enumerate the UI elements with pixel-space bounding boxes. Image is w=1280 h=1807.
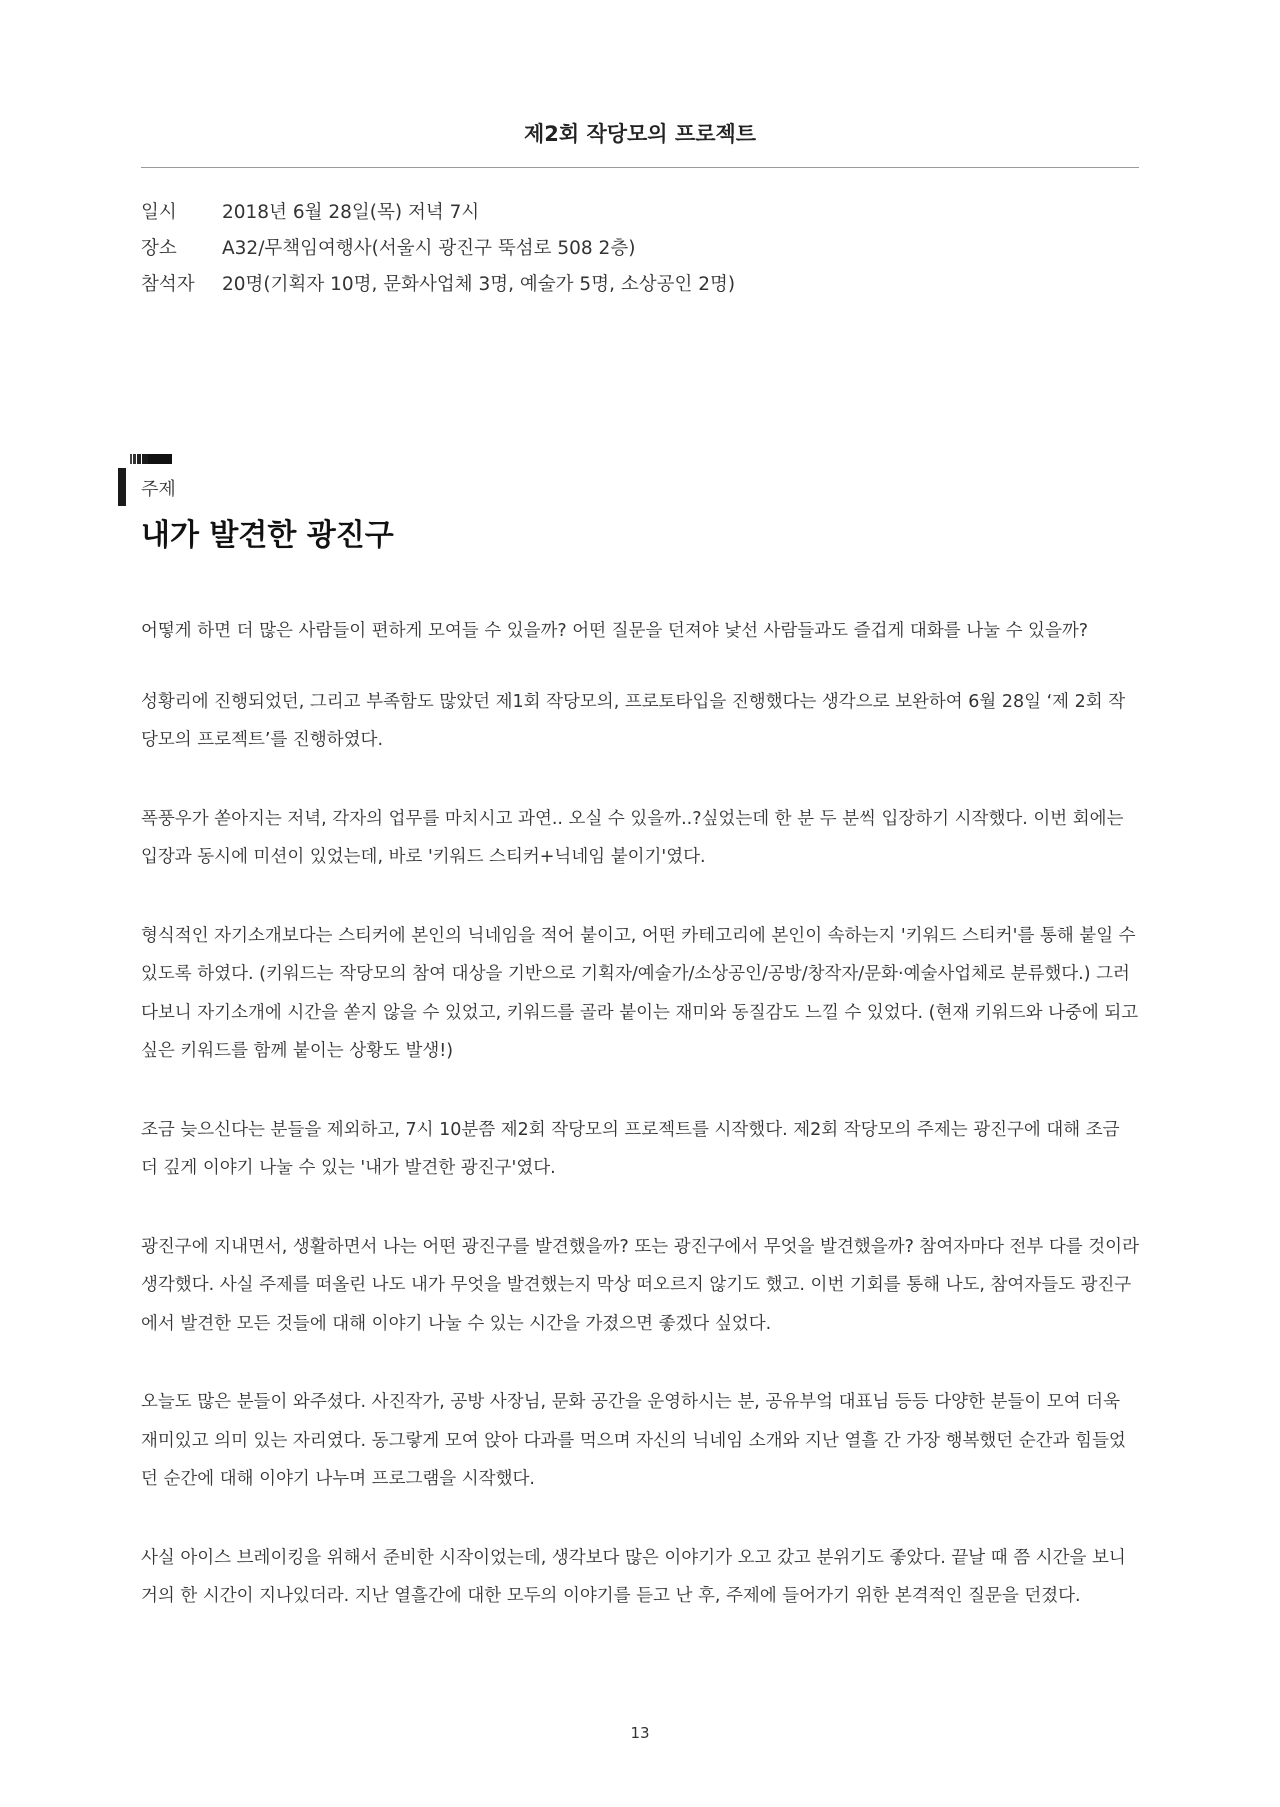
- paragraph: 오늘도 많은 분들이 와주셨다. 사진작가, 공방 사장님, 문화 공간을 운영하시는 분, 공유부엌 대표님 등등 다양한 분들이 모여 더욱 재미있고 의미 있는 자리였다. 동그랗게 모여 앉아 다과를 먹으며 자신의 닉네임 소개와 지난 열흘 간 가장 행복했던 순간과 힘들었던 순간에 대해 이야기 나누며 프로그램을 시작했다.: [141, 1392, 1126, 1489]
- title-divider: [141, 167, 1139, 168]
- document-title: 제2회 작당모의 프로젝트: [523, 122, 757, 146]
- topic-label: 주제: [141, 479, 176, 500]
- page-number: 13: [630, 1724, 650, 1742]
- paragraph: 조금 늦으신다는 분들을 제외하고, 7시 10분쯤 제2회 작당모의 프로젝트를 시작했다. 제2회 작당모의 주제는 광진구에 대해 조금 더 깊게 이야기 나눌 수 있는 '내가 발견한 광진구'였다.: [141, 1119, 1120, 1178]
- paragraph: 형식적인 자기소개보다는 스티커에 본인의 닉네임을 적어 붙이고, 어떤 카테고리에 본인이 속하는지 '키워드 스티커'를 통해 붙일 수 있도록 하였다. (키워드는 작당모의 참여 대상을 기반으로 기획자/예술가/소상공인/공방/창작자/문화·예술사업체로 분류했다.) 그러다보니 자기소개에 시간을 쏟지 않을 수 있었고, 키워드를 골라 붙이는 재미와 동질감도 느낄 수 있었다. (현재 키워드와 나중에 되고 싶은 키워드를 함께 붙이는 상황도 발생!): [141, 925, 1139, 1061]
- paragraph: 성황리에 진행되었던, 그리고 부족함도 많았던 제1회 작당모의, 프로토타입을 진행했다는 생각으로 보완하여 6월 28일 ‘제 2회 작당모의 프로젝트’를 진행하였다.: [141, 691, 1126, 750]
- topic-title: 내가 발견한 광진구: [141, 518, 394, 553]
- meta-row-location: [141, 229, 1139, 265]
- meta-label: 일시: [141, 202, 177, 223]
- meta-label: 장소: [141, 238, 177, 259]
- meta-label: 참석자: [141, 274, 195, 295]
- meta-value: A32/무책임여행사(서울시 광진구 뚝섬로 508 2층): [222, 238, 636, 259]
- meta-value: 20명(기획자 10명, 문화사업체 3명, 예술가 5명, 소상공인 2명): [222, 274, 736, 295]
- meeting-info: [141, 193, 1139, 301]
- paragraph: 어떻게 하면 더 많은 사람들이 편하게 모여들 수 있을까? 어떤 질문을 던져야 낯선 사람들과도 즐겁게 대화를 나눌 수 있을까?: [141, 621, 1089, 641]
- paragraph: 폭풍우가 쏟아지는 저녁, 각자의 업무를 마치시고 과연.. 오실 수 있을까..?싶었는데 한 분 두 분씩 입장하기 시작했다. 이번 회에는 입장과 동시에 미션이 있었는데, 바로 '키워드 스티커+닉네임 붙이기'였다.: [141, 808, 1124, 867]
- meta-value: 2018년 6월 28일(목) 저녁 7시: [222, 202, 480, 223]
- paragraph: 사실 아이스 브레이킹을 위해서 준비한 시작이었는데, 생각보다 많은 이야기가 오고 갔고 분위기도 좋았다. 끝날 때 쯤 시간을 보니 거의 한 시간이 지나있더라. 지난 열흘간에 대한 모두의 이야기를 듣고 난 후, 주제에 들어가기 위한 본격적인 질문을 던졌다.: [141, 1547, 1126, 1606]
- meta-row-date: [141, 193, 1139, 229]
- meta-row-attendees: [141, 265, 1139, 301]
- paragraph: 광진구에 지내면서, 생활하면서 나는 어떤 광진구를 발견했을까? 또는 광진구에서 무엇을 발견했을까? 참여자마다 전부 다를 것이라 생각했다. 사실 주제를 떠올린 나도 내가 무엇을 발견했는지 막상 떠오르지 않기도 했고. 이번 기회를 통해 나도, 참여자들도 광진구에서 발견한 모든 것들에 대해 이야기 나눌 수 있는 시간을 가졌으면 좋겠다 싶었다.: [141, 1236, 1139, 1334]
- body-text: [141, 612, 1139, 1656]
